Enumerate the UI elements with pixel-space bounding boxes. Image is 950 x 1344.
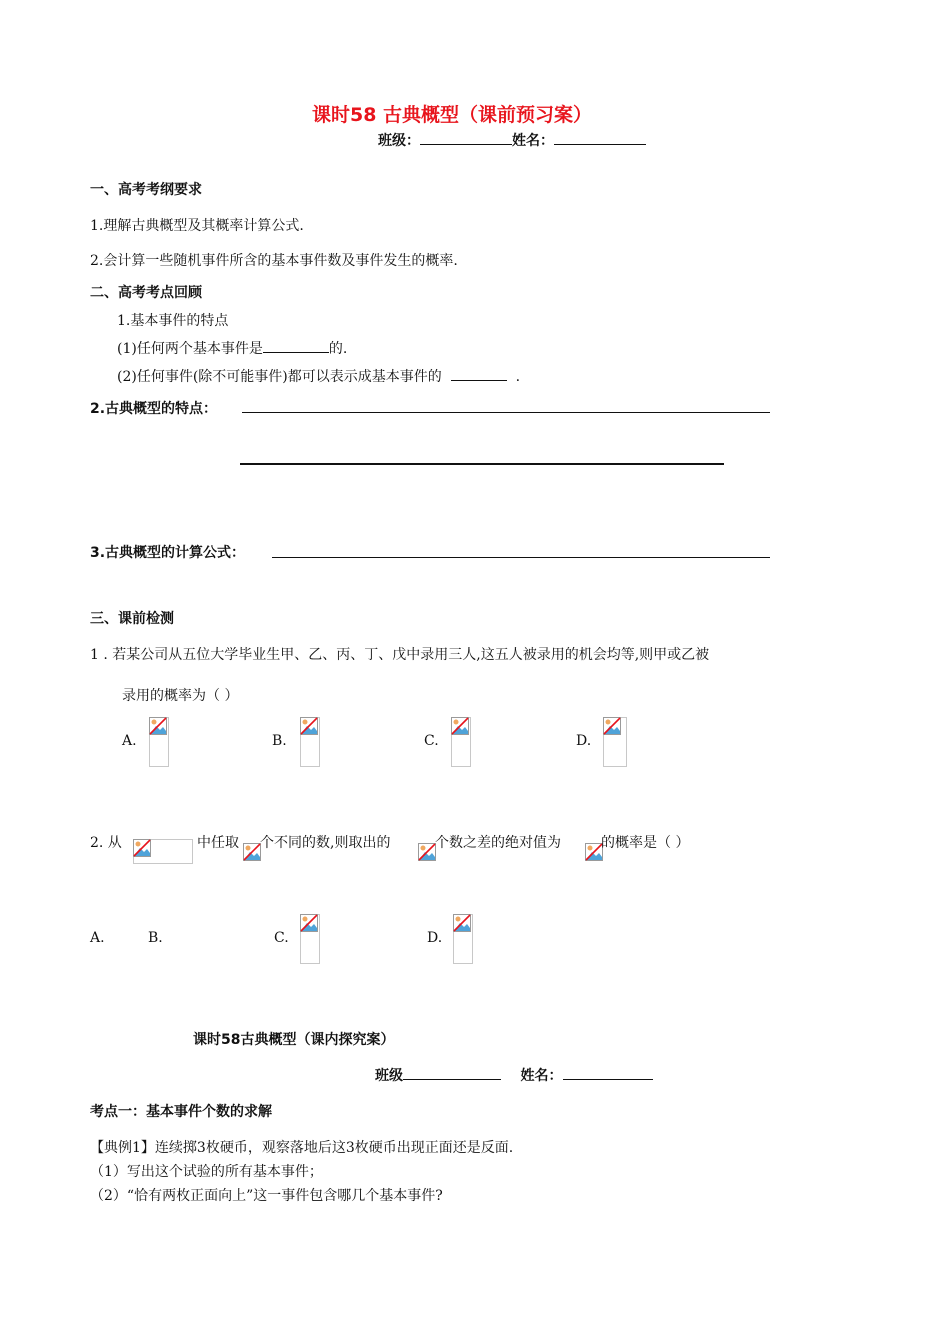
part2-name-label: 姓名： (520, 1068, 563, 1084)
feature-2-blank[interactable] (451, 366, 507, 381)
question-2-part-5: 的概率是（ ） (601, 835, 690, 851)
question-1-line-1: 1 . 若某公司从五位大学毕业生甲、乙、丙、丁、戊中录用三人,这五人被录用的机会均等,则甲或乙被 (90, 647, 710, 663)
formula-blank[interactable] (272, 557, 770, 558)
feature-1: (1)任何两个基本事件是 的. (117, 338, 347, 358)
topic-1-heading: 考点一：基本事件个数的求解 (90, 1104, 272, 1120)
question-2-part-1: 2. 从 (90, 835, 122, 851)
feature-1-blank[interactable] (263, 338, 329, 353)
part2-title: 课时58古典概型（课内探究案） (193, 1032, 395, 1048)
classical-features-blank[interactable] (242, 412, 770, 413)
part2-name-blank[interactable] (563, 1065, 653, 1080)
feature-2: (2)任何事件(除不可能事件)都可以表示成基本事件的 . (117, 366, 520, 386)
part2-class-name-line (375, 1065, 653, 1085)
classical-features-label: 2.古典概型的特点： (90, 401, 218, 417)
page-title: 课时58 古典概型（课前预习案） (312, 104, 593, 126)
example-1: 【典例1】连续掷3枚硬币，观察落地后这3枚硬币出现正面还是反面. (90, 1140, 514, 1156)
q2-option-c: C. (274, 930, 289, 946)
q2-option-d: D. (427, 930, 443, 946)
section1-item-1: 1.理解古典概型及其概率计算公式. (90, 218, 304, 234)
section1-item-2: 2.会计算一些随机事件所含的基本事件数及事件发生的概率. (90, 253, 458, 269)
question-1-line-2: 录用的概率为（ ） (122, 688, 239, 704)
q1-option-a: A. (122, 733, 137, 749)
q1-option-b: B. (272, 733, 287, 749)
formula-label: 3.古典概型的计算公式： (90, 545, 246, 561)
q1-option-c: C. (424, 733, 439, 749)
class-label: 班级： (378, 133, 420, 149)
section2-heading: 二、高考考点回顾 (90, 285, 202, 301)
section1-heading: 一、高考考纲要求 (90, 182, 202, 198)
q2-option-a: A. (90, 930, 105, 946)
section3-heading: 三、课前检测 (90, 611, 174, 627)
example-1-question-2: （2）“恰有两枚正面向上”这一事件包含哪几个基本事件? (90, 1188, 443, 1204)
part2-class-blank[interactable] (403, 1065, 501, 1080)
question-2-part-2: 中任取 (197, 835, 239, 851)
question-2-part-3: 个不同的数,则取出的 (260, 835, 391, 851)
classical-features-blank-2[interactable] (240, 463, 724, 465)
question-2-part-4: 个数之差的绝对值为 (435, 835, 561, 851)
example-1-question-1: （1）写出这个试验的所有基本事件； (90, 1164, 323, 1180)
name-blank[interactable] (554, 130, 646, 145)
q1-option-d: D. (576, 733, 592, 749)
q2-option-b: B. (148, 930, 163, 946)
name-label: 姓名： (512, 133, 554, 149)
class-blank[interactable] (420, 130, 512, 145)
basic-event-features: 1.基本事件的特点 (117, 313, 229, 329)
part2-class-label: 班级 (375, 1068, 403, 1084)
class-name-line (378, 130, 646, 150)
